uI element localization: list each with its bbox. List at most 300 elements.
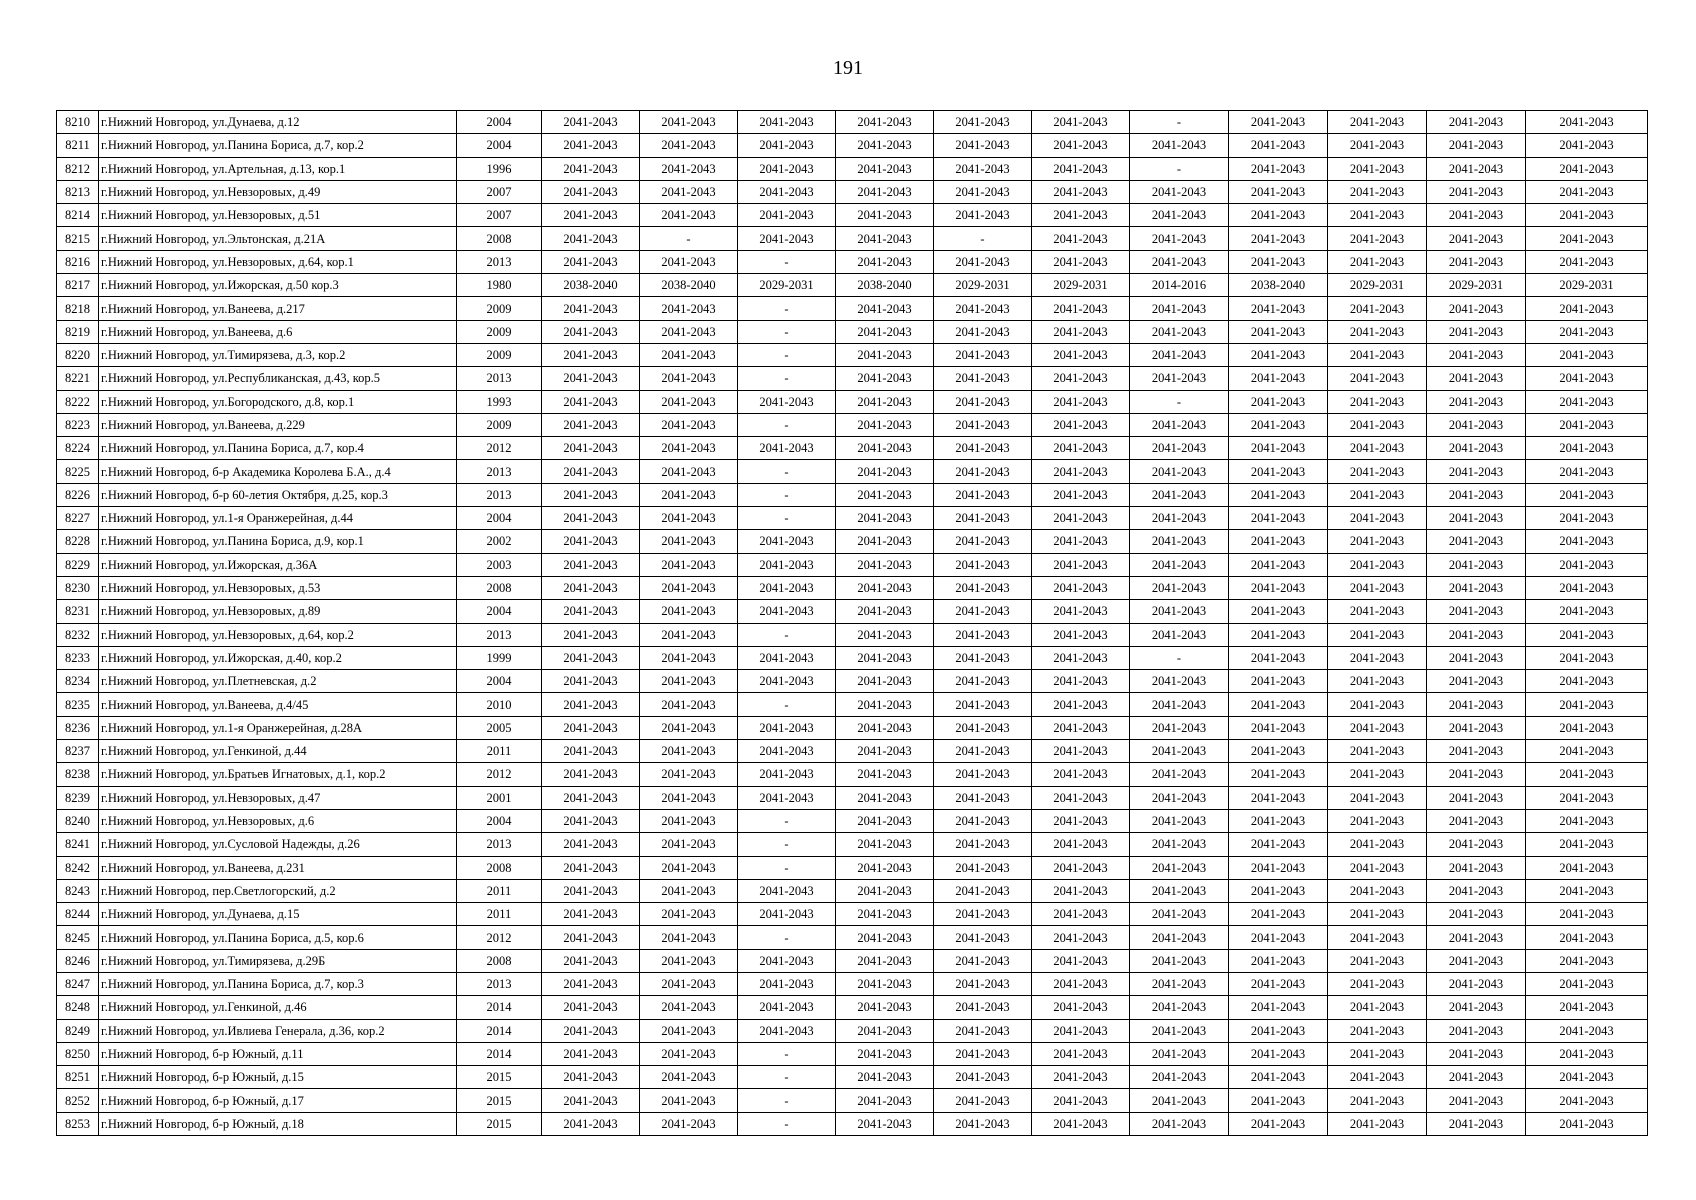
period-cell: 2041-2043 — [1328, 646, 1427, 669]
period-cell: 2041-2043 — [1032, 204, 1130, 227]
address-cell: г.Нижний Новгород, ул.Невзоровых, д.51 — [99, 204, 457, 227]
address-cell: г.Нижний Новгород, пер.Светлогорский, д.2 — [99, 879, 457, 902]
period-cell: 2041-2043 — [1130, 740, 1229, 763]
period-cell: 2041-2043 — [1526, 833, 1648, 856]
period-cell: 2041-2043 — [1130, 600, 1229, 623]
period-cell: 2041-2043 — [542, 972, 640, 995]
period-cell: 2041-2043 — [934, 1089, 1032, 1112]
period-cell: 2041-2043 — [640, 1089, 738, 1112]
period-cell: 2041-2043 — [640, 833, 738, 856]
table-row — [57, 274, 1648, 297]
period-cell: 2041-2043 — [542, 949, 640, 972]
period-cell: 2041-2043 — [1130, 227, 1229, 250]
period-cell: 2041-2043 — [738, 763, 836, 786]
period-cell: 2029-2031 — [1427, 274, 1526, 297]
period-cell: - — [738, 926, 836, 949]
table-row — [57, 949, 1648, 972]
period-cell: 2041-2043 — [1526, 949, 1648, 972]
period-cell: 2041-2043 — [1229, 996, 1328, 1019]
period-cell: 2041-2043 — [1229, 250, 1328, 273]
period-cell: 2041-2043 — [1229, 204, 1328, 227]
period-cell: 2041-2043 — [1032, 996, 1130, 1019]
period-cell: 2041-2043 — [1032, 809, 1130, 832]
period-cell: 2041-2043 — [1130, 856, 1229, 879]
address-cell: г.Нижний Новгород, ул.Дунаева, д.15 — [99, 903, 457, 926]
row-number-cell: 8223 — [57, 413, 99, 436]
period-cell: 2041-2043 — [1229, 320, 1328, 343]
row-number-cell: 8218 — [57, 297, 99, 320]
address-cell: г.Нижний Новгород, ул.Эльтонская, д.21А — [99, 227, 457, 250]
period-cell: 2041-2043 — [934, 553, 1032, 576]
period-cell: 2041-2043 — [1427, 413, 1526, 436]
address-cell: г.Нижний Новгород, б-р Южный, д.15 — [99, 1066, 457, 1089]
period-cell: 2041-2043 — [934, 763, 1032, 786]
period-cell: 2041-2043 — [836, 926, 934, 949]
period-cell: 2041-2043 — [1032, 390, 1130, 413]
period-cell: - — [738, 343, 836, 366]
period-cell: 2041-2043 — [1130, 343, 1229, 366]
period-cell: 2041-2043 — [1032, 460, 1130, 483]
year-built-cell: 2008 — [457, 949, 542, 972]
period-cell: 2041-2043 — [542, 740, 640, 763]
period-cell: 2041-2043 — [738, 227, 836, 250]
year-built-cell: 1993 — [457, 390, 542, 413]
period-cell: 2041-2043 — [836, 530, 934, 553]
period-cell: 2041-2043 — [1328, 460, 1427, 483]
table-row — [57, 111, 1648, 134]
period-cell: 2041-2043 — [1032, 483, 1130, 506]
period-cell: 2041-2043 — [1328, 716, 1427, 739]
period-cell: 2041-2043 — [1130, 949, 1229, 972]
period-cell: 2041-2043 — [836, 157, 934, 180]
period-cell: 2041-2043 — [836, 390, 934, 413]
period-cell: 2041-2043 — [1229, 856, 1328, 879]
period-cell: 2041-2043 — [542, 530, 640, 553]
period-cell: 2041-2043 — [836, 180, 934, 203]
period-cell: 2041-2043 — [1032, 670, 1130, 693]
period-cell: 2041-2043 — [640, 460, 738, 483]
period-cell: 2041-2043 — [1328, 390, 1427, 413]
period-cell: 2041-2043 — [1427, 530, 1526, 553]
period-cell: 2041-2043 — [1130, 1042, 1229, 1065]
period-cell: 2041-2043 — [542, 1042, 640, 1065]
period-cell: 2041-2043 — [1229, 1066, 1328, 1089]
period-cell: 2041-2043 — [836, 949, 934, 972]
row-number-cell: 8250 — [57, 1042, 99, 1065]
period-cell: 2041-2043 — [1328, 786, 1427, 809]
period-cell: 2041-2043 — [640, 343, 738, 366]
period-cell: 2041-2043 — [836, 111, 934, 134]
period-cell: 2041-2043 — [1229, 553, 1328, 576]
period-cell: 2041-2043 — [1032, 157, 1130, 180]
table-row — [57, 856, 1648, 879]
period-cell: 2041-2043 — [640, 716, 738, 739]
period-cell: 2041-2043 — [640, 786, 738, 809]
period-cell: 2041-2043 — [1229, 740, 1328, 763]
period-cell: 2041-2043 — [1427, 204, 1526, 227]
period-cell: 2041-2043 — [1427, 646, 1526, 669]
row-number-cell: 8239 — [57, 786, 99, 809]
row-number-cell: 8241 — [57, 833, 99, 856]
period-cell: 2041-2043 — [1032, 530, 1130, 553]
period-cell: 2041-2043 — [934, 343, 1032, 366]
period-cell: 2041-2043 — [1526, 1042, 1648, 1065]
period-cell: 2041-2043 — [640, 157, 738, 180]
row-number-cell: 8212 — [57, 157, 99, 180]
period-cell: 2041-2043 — [934, 600, 1032, 623]
period-cell: 2041-2043 — [1229, 972, 1328, 995]
table-row — [57, 413, 1648, 436]
period-cell: 2041-2043 — [1427, 809, 1526, 832]
period-cell: 2041-2043 — [1229, 833, 1328, 856]
row-number-cell: 8248 — [57, 996, 99, 1019]
row-number-cell: 8215 — [57, 227, 99, 250]
table-row — [57, 809, 1648, 832]
period-cell: 2041-2043 — [1328, 553, 1427, 576]
row-number-cell: 8210 — [57, 111, 99, 134]
period-cell: 2041-2043 — [640, 740, 738, 763]
period-cell: 2041-2043 — [542, 343, 640, 366]
period-cell: 2041-2043 — [1229, 1019, 1328, 1042]
address-cell: г.Нижний Новгород, б-р Академика Королева Б.А., д.4 — [99, 460, 457, 483]
table-row — [57, 204, 1648, 227]
period-cell: 2041-2043 — [836, 763, 934, 786]
row-number-cell: 8251 — [57, 1066, 99, 1089]
period-cell: 2041-2043 — [934, 1112, 1032, 1135]
row-number-cell: 8221 — [57, 367, 99, 390]
period-cell: 2041-2043 — [1526, 227, 1648, 250]
period-cell: 2041-2043 — [934, 786, 1032, 809]
period-cell: 2041-2043 — [1328, 483, 1427, 506]
period-cell: - — [738, 1112, 836, 1135]
period-cell: 2041-2043 — [640, 553, 738, 576]
period-cell: 2038-2040 — [640, 274, 738, 297]
period-cell: 2041-2043 — [1130, 483, 1229, 506]
period-cell: 2041-2043 — [640, 367, 738, 390]
row-number-cell: 8229 — [57, 553, 99, 576]
period-cell: 2041-2043 — [836, 809, 934, 832]
period-cell: 2041-2043 — [1427, 600, 1526, 623]
period-cell: 2041-2043 — [836, 740, 934, 763]
period-cell: 2041-2043 — [934, 670, 1032, 693]
period-cell: 2041-2043 — [640, 972, 738, 995]
period-cell: 2041-2043 — [1526, 390, 1648, 413]
year-built-cell: 2010 — [457, 693, 542, 716]
period-cell: 2041-2043 — [640, 1112, 738, 1135]
year-built-cell: 2013 — [457, 972, 542, 995]
period-cell: 2041-2043 — [640, 413, 738, 436]
period-cell: 2041-2043 — [1328, 1066, 1427, 1089]
period-cell: 2041-2043 — [1427, 367, 1526, 390]
period-cell: 2041-2043 — [738, 134, 836, 157]
period-cell: 2041-2043 — [1427, 297, 1526, 320]
period-cell: 2041-2043 — [836, 716, 934, 739]
period-cell: 2041-2043 — [1526, 809, 1648, 832]
address-cell: г.Нижний Новгород, ул.Невзоровых, д.64, кор.2 — [99, 623, 457, 646]
table-row — [57, 343, 1648, 366]
period-cell: 2041-2043 — [738, 390, 836, 413]
period-cell: 2041-2043 — [1427, 553, 1526, 576]
period-cell: 2041-2043 — [934, 204, 1032, 227]
period-cell: 2041-2043 — [1328, 507, 1427, 530]
period-cell: 2041-2043 — [1328, 879, 1427, 902]
row-number-cell: 8234 — [57, 670, 99, 693]
period-cell: 2041-2043 — [640, 856, 738, 879]
period-cell: 2041-2043 — [542, 763, 640, 786]
table-row — [57, 646, 1648, 669]
period-cell: 2041-2043 — [1526, 786, 1648, 809]
period-cell: 2041-2043 — [640, 600, 738, 623]
period-cell: 2041-2043 — [1032, 1066, 1130, 1089]
address-cell: г.Нижний Новгород, ул.Ванеева, д.229 — [99, 413, 457, 436]
address-cell: г.Нижний Новгород, ул.Республиканская, д.43, кор.5 — [99, 367, 457, 390]
period-cell: 2041-2043 — [934, 250, 1032, 273]
period-cell: 2041-2043 — [1328, 693, 1427, 716]
period-cell: 2041-2043 — [1229, 413, 1328, 436]
row-number-cell: 8238 — [57, 763, 99, 786]
period-cell: 2041-2043 — [542, 390, 640, 413]
period-cell: 2041-2043 — [640, 996, 738, 1019]
period-cell: 2041-2043 — [1130, 903, 1229, 926]
table-row — [57, 996, 1648, 1019]
period-cell: 2041-2043 — [542, 903, 640, 926]
period-cell: 2041-2043 — [836, 204, 934, 227]
period-cell: 2041-2043 — [836, 646, 934, 669]
period-cell: 2041-2043 — [836, 879, 934, 902]
period-cell: 2041-2043 — [542, 413, 640, 436]
period-cell: 2041-2043 — [1032, 949, 1130, 972]
period-cell: 2041-2043 — [738, 553, 836, 576]
row-number-cell: 8236 — [57, 716, 99, 739]
period-cell: 2041-2043 — [542, 833, 640, 856]
period-cell: - — [738, 483, 836, 506]
period-cell: 2041-2043 — [1328, 180, 1427, 203]
period-cell: 2041-2043 — [1130, 670, 1229, 693]
period-cell: 2041-2043 — [1328, 204, 1427, 227]
period-cell: 2041-2043 — [1427, 1112, 1526, 1135]
period-cell: 2041-2043 — [1526, 180, 1648, 203]
period-cell: 2041-2043 — [1130, 367, 1229, 390]
period-cell: 2041-2043 — [1130, 809, 1229, 832]
year-built-cell: 2012 — [457, 926, 542, 949]
period-cell: 2041-2043 — [1427, 343, 1526, 366]
address-cell: г.Нижний Новгород, ул.Артельная, д.13, кор.1 — [99, 157, 457, 180]
period-cell: 2041-2043 — [542, 1089, 640, 1112]
period-cell: 2041-2043 — [542, 507, 640, 530]
period-cell: 2041-2043 — [1229, 763, 1328, 786]
period-cell: 2041-2043 — [1328, 763, 1427, 786]
period-cell: 2041-2043 — [542, 600, 640, 623]
period-cell: 2041-2043 — [1032, 716, 1130, 739]
period-cell: 2041-2043 — [1328, 740, 1427, 763]
period-cell: 2041-2043 — [836, 856, 934, 879]
period-cell: 2041-2043 — [1229, 786, 1328, 809]
period-cell: - — [738, 1089, 836, 1112]
period-cell: 2041-2043 — [1526, 553, 1648, 576]
period-cell: 2041-2043 — [640, 809, 738, 832]
period-cell: 2041-2043 — [836, 413, 934, 436]
year-built-cell: 2013 — [457, 483, 542, 506]
period-cell: 2041-2043 — [542, 996, 640, 1019]
period-cell: 2041-2043 — [934, 879, 1032, 902]
period-cell: 2041-2043 — [1229, 530, 1328, 553]
period-cell: 2041-2043 — [1427, 623, 1526, 646]
period-cell: 2041-2043 — [934, 367, 1032, 390]
row-number-cell: 8235 — [57, 693, 99, 716]
period-cell: 2041-2043 — [934, 320, 1032, 343]
period-cell: 2041-2043 — [1229, 646, 1328, 669]
period-cell: 2041-2043 — [836, 972, 934, 995]
period-cell: 2041-2043 — [1427, 833, 1526, 856]
year-built-cell: 2012 — [457, 437, 542, 460]
period-cell: 2041-2043 — [1427, 670, 1526, 693]
row-number-cell: 8211 — [57, 134, 99, 157]
table-row — [57, 879, 1648, 902]
period-cell: 2041-2043 — [542, 576, 640, 599]
period-cell: 2041-2043 — [1130, 1089, 1229, 1112]
row-number-cell: 8253 — [57, 1112, 99, 1135]
period-cell: 2041-2043 — [738, 996, 836, 1019]
period-cell: 2041-2043 — [1130, 530, 1229, 553]
period-cell: 2041-2043 — [1130, 763, 1229, 786]
period-cell: 2029-2031 — [738, 274, 836, 297]
row-number-cell: 8214 — [57, 204, 99, 227]
period-cell: - — [738, 809, 836, 832]
year-built-cell: 2014 — [457, 1019, 542, 1042]
period-cell: 2041-2043 — [1328, 576, 1427, 599]
period-cell: 2041-2043 — [836, 1042, 934, 1065]
period-cell: 2041-2043 — [1427, 390, 1526, 413]
period-cell: 2041-2043 — [934, 996, 1032, 1019]
period-cell: 2041-2043 — [1328, 1089, 1427, 1112]
period-cell: 2041-2043 — [542, 716, 640, 739]
row-number-cell: 8247 — [57, 972, 99, 995]
period-cell: 2041-2043 — [640, 879, 738, 902]
period-cell: 2041-2043 — [1328, 134, 1427, 157]
address-cell: г.Нижний Новгород, ул.Тимирязева, д.3, кор.2 — [99, 343, 457, 366]
table-row — [57, 670, 1648, 693]
period-cell: 2041-2043 — [1032, 879, 1130, 902]
period-cell: 2041-2043 — [1130, 1019, 1229, 1042]
period-cell: 2041-2043 — [1526, 460, 1648, 483]
year-built-cell: 2008 — [457, 856, 542, 879]
row-number-cell: 8232 — [57, 623, 99, 646]
period-cell: 2041-2043 — [1328, 996, 1427, 1019]
period-cell: 2041-2043 — [1328, 297, 1427, 320]
table-row — [57, 1066, 1648, 1089]
period-cell: 2041-2043 — [1427, 972, 1526, 995]
period-cell: 2041-2043 — [738, 949, 836, 972]
period-cell: 2041-2043 — [640, 320, 738, 343]
period-cell: 2041-2043 — [1526, 1019, 1648, 1042]
period-cell: 2041-2043 — [1427, 786, 1526, 809]
period-cell: 2041-2043 — [934, 460, 1032, 483]
period-cell: 2041-2043 — [934, 157, 1032, 180]
table-row — [57, 134, 1648, 157]
year-built-cell: 2004 — [457, 670, 542, 693]
period-cell: 2041-2043 — [542, 437, 640, 460]
period-cell: 2041-2043 — [640, 437, 738, 460]
period-cell: 2041-2043 — [1130, 250, 1229, 273]
address-cell: г.Нижний Новгород, ул.1-я Оранжерейная, д.44 — [99, 507, 457, 530]
period-cell: 2041-2043 — [1229, 227, 1328, 250]
period-cell: 2041-2043 — [1427, 763, 1526, 786]
year-built-cell: 2008 — [457, 576, 542, 599]
address-cell: г.Нижний Новгород, ул.Дунаева, д.12 — [99, 111, 457, 134]
period-cell: 2041-2043 — [1032, 250, 1130, 273]
address-cell: г.Нижний Новгород, б-р Южный, д.18 — [99, 1112, 457, 1135]
period-cell: 2041-2043 — [1130, 437, 1229, 460]
period-cell: 2041-2043 — [1032, 343, 1130, 366]
period-cell: 2041-2043 — [1328, 670, 1427, 693]
period-cell: - — [738, 507, 836, 530]
period-cell: 2041-2043 — [1032, 367, 1130, 390]
period-cell: 2041-2043 — [1526, 204, 1648, 227]
period-cell: 2041-2043 — [934, 949, 1032, 972]
period-cell: 2041-2043 — [738, 1019, 836, 1042]
row-number-cell: 8226 — [57, 483, 99, 506]
row-number-cell: 8217 — [57, 274, 99, 297]
period-cell: 2041-2043 — [1032, 437, 1130, 460]
table-row — [57, 763, 1648, 786]
address-cell: г.Нижний Новгород, б-р Южный, д.17 — [99, 1089, 457, 1112]
year-built-cell: 1996 — [457, 157, 542, 180]
period-cell: 2041-2043 — [836, 134, 934, 157]
period-cell: 2041-2043 — [1229, 949, 1328, 972]
period-cell: 2041-2043 — [542, 879, 640, 902]
row-number-cell: 8245 — [57, 926, 99, 949]
period-cell: 2041-2043 — [1032, 1042, 1130, 1065]
period-cell: 2041-2043 — [738, 576, 836, 599]
period-cell: 2041-2043 — [542, 157, 640, 180]
period-cell: 2041-2043 — [934, 1066, 1032, 1089]
address-cell: г.Нижний Новгород, ул.Невзоровых, д.47 — [99, 786, 457, 809]
period-cell: 2041-2043 — [1229, 437, 1328, 460]
period-cell: 2029-2031 — [1328, 274, 1427, 297]
period-cell: 2038-2040 — [542, 274, 640, 297]
period-cell: 2041-2043 — [1427, 879, 1526, 902]
period-cell: 2041-2043 — [934, 926, 1032, 949]
address-cell: г.Нижний Новгород, ул.Ванеева, д.4/45 — [99, 693, 457, 716]
row-number-cell: 8240 — [57, 809, 99, 832]
address-cell: г.Нижний Новгород, ул.Плетневская, д.2 — [99, 670, 457, 693]
period-cell: 2041-2043 — [738, 740, 836, 763]
period-cell: 2041-2043 — [738, 111, 836, 134]
period-cell: 2041-2043 — [542, 1019, 640, 1042]
period-cell: 2041-2043 — [1229, 390, 1328, 413]
period-cell: 2041-2043 — [1427, 320, 1526, 343]
period-cell: 2041-2043 — [1032, 227, 1130, 250]
period-cell: 2041-2043 — [738, 972, 836, 995]
period-cell: 2041-2043 — [1526, 413, 1648, 436]
period-cell: 2041-2043 — [1526, 996, 1648, 1019]
period-cell: 2041-2043 — [1032, 972, 1130, 995]
period-cell: 2041-2043 — [1130, 204, 1229, 227]
period-cell: 2041-2043 — [836, 786, 934, 809]
period-cell: 2041-2043 — [1032, 1089, 1130, 1112]
period-cell: 2041-2043 — [1427, 483, 1526, 506]
row-number-cell: 8237 — [57, 740, 99, 763]
row-number-cell: 8249 — [57, 1019, 99, 1042]
period-cell: 2041-2043 — [640, 204, 738, 227]
period-cell: 2041-2043 — [738, 530, 836, 553]
period-cell: 2041-2043 — [1427, 437, 1526, 460]
period-cell: 2041-2043 — [542, 856, 640, 879]
period-cell: 2041-2043 — [1526, 740, 1648, 763]
period-cell: 2041-2043 — [1526, 157, 1648, 180]
period-cell: 2041-2043 — [1526, 297, 1648, 320]
period-cell: 2041-2043 — [1130, 320, 1229, 343]
